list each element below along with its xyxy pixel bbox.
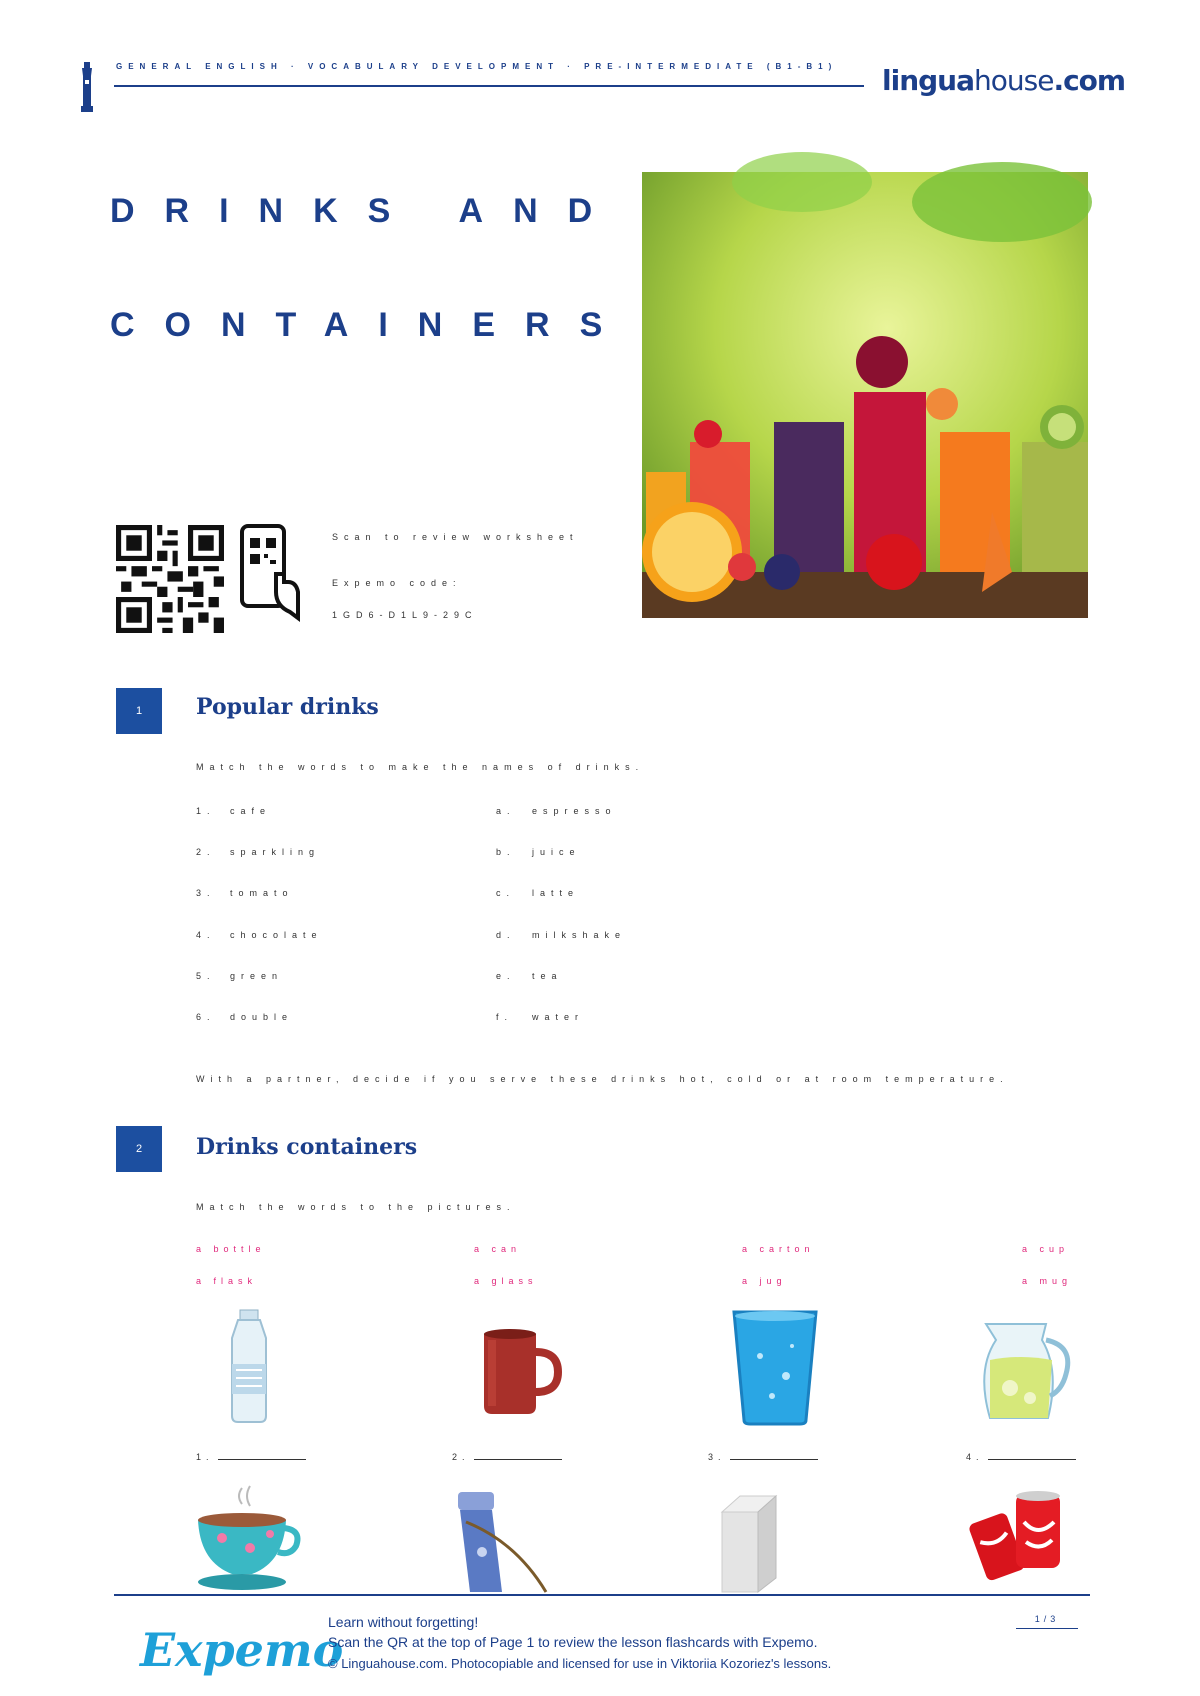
glass-picture <box>720 1306 830 1426</box>
word-bank-item: a can <box>474 1244 522 1254</box>
brand-light: house <box>974 64 1054 97</box>
scan-instruction: Scan to review worksheet <box>332 532 579 542</box>
mug-picture <box>458 1314 568 1434</box>
answer-blank[interactable]: 2. <box>452 1452 562 1462</box>
jug-picture <box>966 1310 1076 1430</box>
expemo-logo[interactable] <box>138 1614 344 1688</box>
brand-logo[interactable] <box>882 64 1125 97</box>
tower-icon <box>80 62 94 112</box>
page-title-line-2: CONTAINERS <box>110 306 633 344</box>
expemo-code-value: 1GD6-D1L9-29C <box>332 610 478 620</box>
match-right-item: c. latte <box>496 888 580 898</box>
footer-copyright: © Linguahouse.com. Photocopiable and licensed for use in Viktoriia Kozoriez's lessons. <box>328 1656 832 1671</box>
section-number-badge: 1 <box>116 688 162 734</box>
hero-smoothies-image <box>642 172 1088 618</box>
word-bank-item: a flask <box>196 1276 258 1286</box>
match-left-item: 6. double <box>196 1012 294 1022</box>
carton-picture <box>712 1482 822 1602</box>
match-right-item: f. water <box>496 1012 585 1022</box>
expemo-logo-text: Expemo <box>140 1623 344 1677</box>
word-bank-item: a carton <box>742 1244 815 1254</box>
page-number: 1/3 <box>1016 1614 1078 1629</box>
brand-tld: .com <box>1053 64 1126 97</box>
match-right-item: e. tea <box>496 971 563 981</box>
match-right-item: a. espresso <box>496 806 617 816</box>
footer-qr-note: Scan the QR at the top of Page 1 to review the lesson flashcards with Expemo. <box>328 1634 818 1650</box>
match-left-item: 2. sparkling <box>196 847 321 857</box>
footer-tagline: Learn without forgetting! <box>328 1614 479 1630</box>
match-left-item: 5. green <box>196 971 284 981</box>
section-number-badge: 2 <box>116 1126 162 1172</box>
match-left-item: 1. cafe <box>196 806 272 816</box>
word-bank-item: a bottle <box>196 1244 266 1254</box>
header-breadcrumb: GENERAL ENGLISH · VOCABULARY DEVELOPMENT · PRE-INTERMEDIATE (B1-B1) <box>116 62 838 71</box>
section-title: Drinks containers <box>196 1134 418 1160</box>
answer-blank[interactable]: 3. <box>708 1452 818 1462</box>
match-left-item: 3. tomato <box>196 888 294 898</box>
section-title: Popular drinks <box>196 694 379 720</box>
word-bank-item: a mug <box>1022 1276 1073 1286</box>
section-instruction: Match the words to the pictures. <box>196 1202 516 1212</box>
match-right-item: b. juice <box>496 847 581 857</box>
phone-scan-icon <box>236 522 302 622</box>
can-picture <box>970 1482 1080 1602</box>
cup-picture <box>192 1482 302 1602</box>
qr-code[interactable] <box>116 524 224 634</box>
word-bank-item: a jug <box>742 1276 787 1286</box>
page-title-line-1: DRINKS AND <box>110 192 623 230</box>
flask-picture <box>446 1482 556 1602</box>
match-right-item: d. milkshake <box>496 930 627 940</box>
answer-blank[interactable]: 1. <box>196 1452 306 1462</box>
expemo-code-label: Expemo code: <box>332 578 462 588</box>
match-left-item: 4. chocolate <box>196 930 323 940</box>
answer-blank[interactable]: 4. <box>966 1452 1076 1462</box>
footer-divider <box>114 1594 1090 1596</box>
discussion-prompt: With a partner, decide if you serve these drinks hot, cold or at room temperature. <box>196 1074 1009 1084</box>
word-bank-item: a glass <box>474 1276 538 1286</box>
brand-bold: lingua <box>882 64 974 97</box>
bottle-picture <box>194 1304 304 1424</box>
header-divider <box>114 85 864 87</box>
word-bank-item: a cup <box>1022 1244 1070 1254</box>
section-instruction: Match the words to make the names of drinks. <box>196 762 645 772</box>
